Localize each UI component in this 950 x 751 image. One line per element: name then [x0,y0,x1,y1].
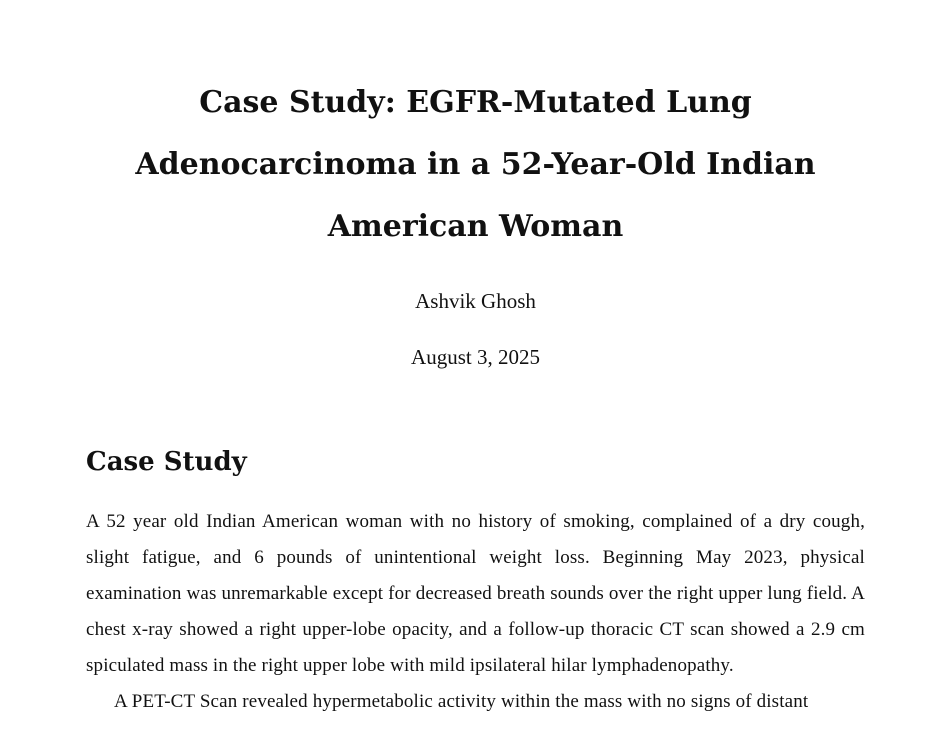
paragraph: A 52 year old Indian American woman with no history of smoking, complained of a dry cough, slight fatigue, and 6 pounds of unintentional weight loss. Beginning May 2023, physical examination was unremarkable except for decreased breath sounds over the right upper lung field. A chest x-ray showed a right upper-lobe opacity, and a follow-up thoracic CT scan showed a 2.9 cm spiculated mass in the right upper lobe with mild ipsilateral hilar lymphadenopathy. [86,511,865,676]
section-heading: Case Study [86,447,247,477]
section-body [86,504,865,720]
paragraph: A PET-CT Scan revealed hypermetabolic activity within the mass with no signs of distant [114,691,809,712]
publication-date: August 3, 2025 [411,345,540,369]
author-name: Ashvik Ghosh [415,289,536,313]
paper-title: Case Study: EGFR-Mutated Lung Adenocarcinoma in a 52-Year-Old Indian American Woman [135,85,816,244]
